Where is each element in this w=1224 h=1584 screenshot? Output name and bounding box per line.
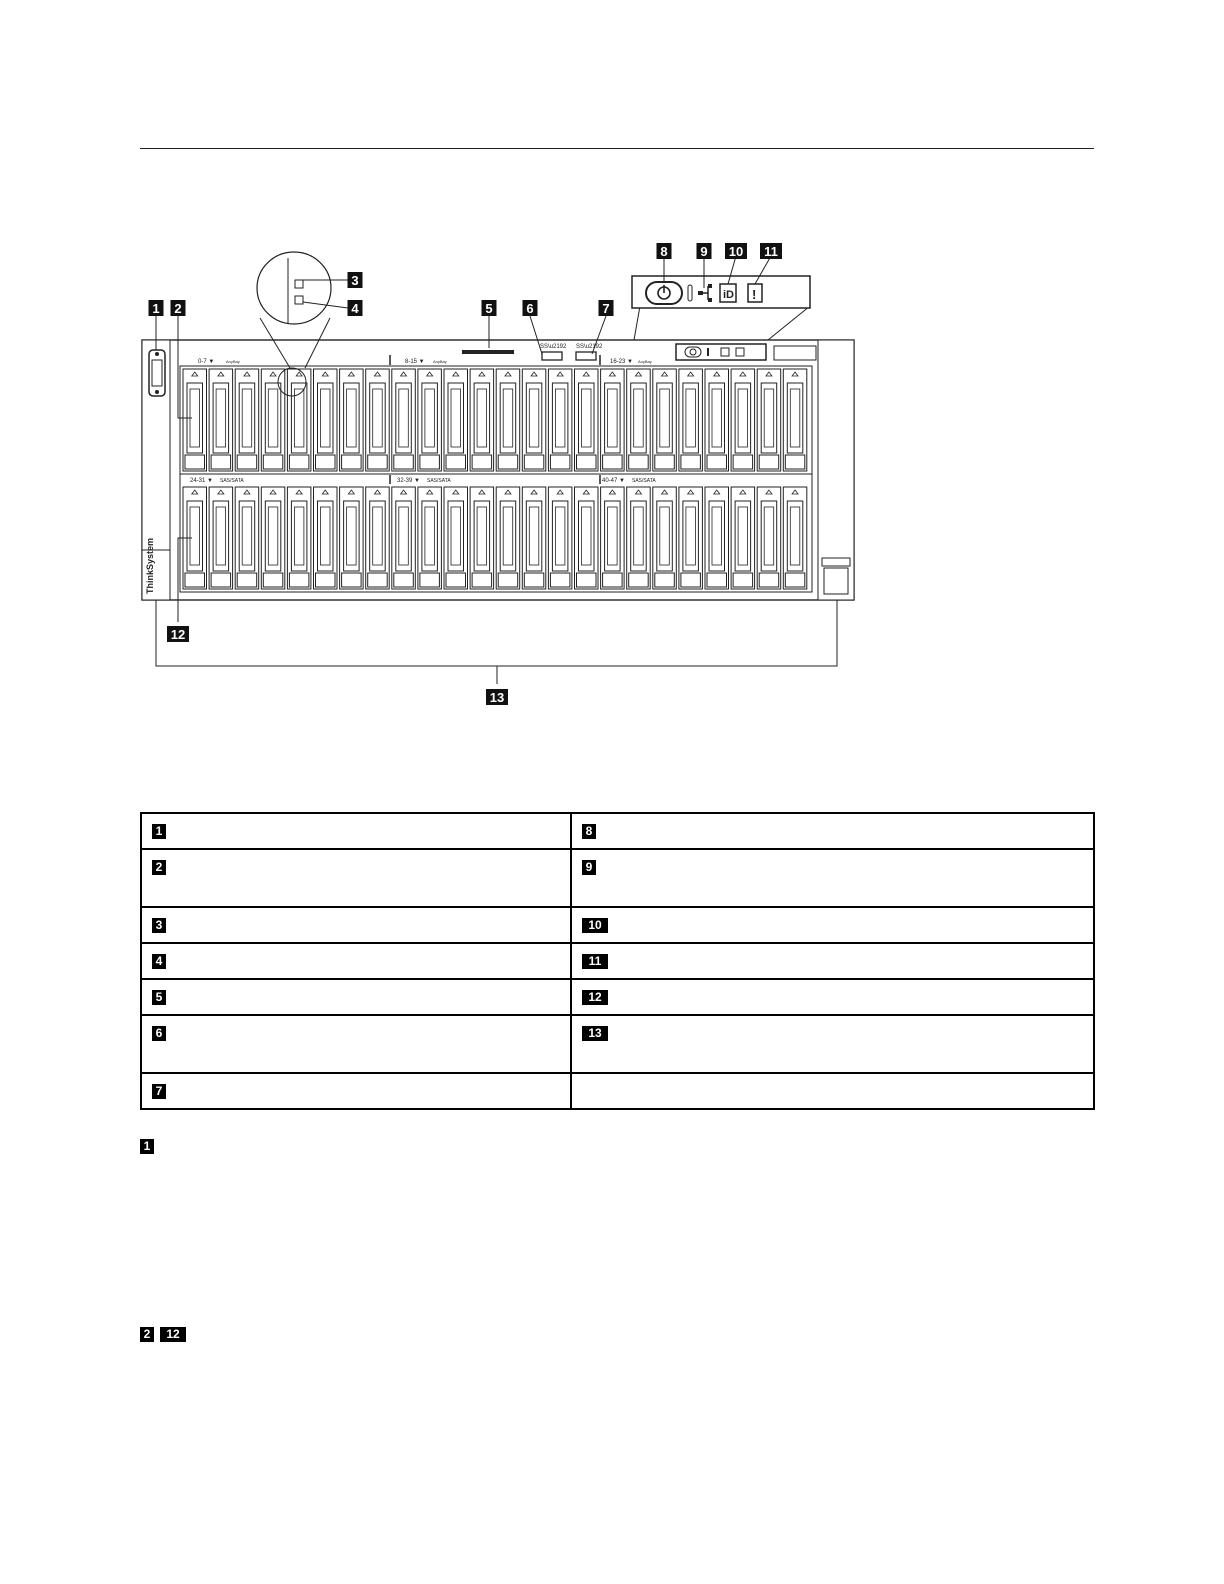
svg-text:13: 13	[489, 690, 505, 705]
callout-2	[171, 300, 186, 316]
table-cell-left	[141, 1015, 571, 1073]
table-cell-right	[571, 1015, 1094, 1073]
table-cell-right	[571, 813, 1094, 849]
bay-range-label: 16-23 ▼	[610, 359, 633, 365]
svg-text:8: 8	[660, 244, 668, 259]
callout-badge: 2	[152, 860, 166, 875]
table-cell-left	[141, 813, 571, 849]
callout-11	[760, 243, 782, 259]
drive-bay	[601, 487, 625, 589]
svg-text:SS\u2192: SS\u2192	[576, 344, 603, 350]
server-front-illustration	[140, 238, 860, 714]
svg-text:10: 10	[728, 244, 744, 259]
drive-bay	[653, 369, 677, 471]
callout-badge: 4	[152, 954, 166, 969]
bay-type-label: AnyBay	[638, 359, 652, 364]
callout-badge: 9	[582, 860, 596, 875]
callout-12	[167, 626, 189, 642]
callout-badge: 7	[152, 1084, 166, 1099]
drive-bay	[757, 369, 781, 471]
table-cell-right	[571, 907, 1094, 943]
callout-5	[482, 300, 497, 316]
drive-bay	[627, 369, 651, 471]
callout-badge: 11	[582, 954, 608, 969]
drive-bay	[548, 369, 572, 471]
table-cell-right	[571, 849, 1094, 907]
callout-7	[599, 300, 614, 316]
table-row	[141, 1073, 1094, 1109]
drive-bay	[705, 369, 729, 471]
drive-bay	[444, 369, 468, 471]
table-row	[141, 979, 1094, 1015]
table-row	[141, 1015, 1094, 1073]
drive-bay	[261, 487, 285, 589]
callout-badge: 5	[152, 990, 166, 1005]
led-zoom-circle	[257, 252, 331, 324]
callout-badge: 3	[152, 918, 166, 933]
svg-text:SS\u2192: SS\u2192	[540, 344, 567, 350]
drive-bay	[627, 487, 651, 589]
system-error-icon	[748, 284, 762, 302]
drive-bay	[392, 487, 416, 589]
header-rule	[140, 148, 1094, 149]
bay-range-label: 8-15 ▼	[405, 359, 425, 365]
callout-13	[486, 689, 508, 705]
bay-type-label: SAS/SATA	[427, 478, 451, 484]
server-front-view-figure	[140, 238, 860, 714]
drive-bay	[235, 487, 259, 589]
svg-text:!: !	[752, 287, 757, 302]
drive-bay	[418, 487, 442, 589]
bay-type-label: SAS/SATA	[632, 478, 656, 484]
callout-badge: 1	[152, 824, 166, 839]
drive-bay	[575, 487, 599, 589]
callout-6	[523, 300, 538, 316]
drive-bay	[522, 369, 546, 471]
drive-bay	[444, 487, 468, 589]
drive-bay	[314, 487, 338, 589]
callout-badge: 2	[140, 1327, 154, 1342]
operator-panel-small	[676, 344, 816, 360]
drive-bay	[340, 487, 364, 589]
drive-bay	[522, 487, 546, 589]
callout-badge: 13	[582, 1026, 608, 1041]
drive-bay	[314, 369, 338, 471]
bay-type-label: AnyBay	[433, 359, 447, 364]
table-row	[141, 849, 1094, 907]
drive-bay	[366, 369, 390, 471]
drive-bay	[366, 487, 390, 589]
callout-badge: 6	[152, 1026, 166, 1041]
power-button-icon	[646, 282, 682, 304]
table-cell-left	[141, 943, 571, 979]
drive-bay	[496, 369, 520, 471]
svg-text:iD: iD	[723, 289, 734, 301]
drive-bay	[418, 369, 442, 471]
table-cell-left	[141, 907, 571, 943]
drive-bay	[287, 487, 311, 589]
svg-text:12: 12	[170, 627, 186, 642]
pull-out-tab	[462, 350, 514, 354]
drive-bay	[235, 369, 259, 471]
drive-bay	[679, 487, 703, 589]
svg-text:6: 6	[526, 301, 534, 316]
drive-bay	[731, 487, 755, 589]
drive-bay	[575, 369, 599, 471]
callout-table	[140, 812, 1095, 1110]
svg-text:3: 3	[351, 273, 359, 288]
drive-bay	[470, 369, 494, 471]
svg-text:11: 11	[764, 244, 778, 259]
callout-9	[697, 243, 712, 259]
svg-text:4: 4	[351, 301, 359, 316]
section-heading-1	[140, 1137, 160, 1155]
drive-bay	[470, 487, 494, 589]
drive-bay	[548, 487, 572, 589]
bay-type-label: AnyBay	[226, 359, 240, 364]
table-cell-right	[571, 979, 1094, 1015]
drive-bay	[679, 369, 703, 471]
bay-range-label: 24-31 ▼	[190, 478, 213, 484]
svg-text:2: 2	[174, 301, 182, 316]
callout-badge: 12	[160, 1327, 186, 1342]
drive-bay	[261, 369, 285, 471]
table-row	[141, 907, 1094, 943]
callout-badge: 1	[140, 1139, 154, 1154]
callout-badge: 10	[582, 918, 608, 933]
callout-badge: 12	[582, 990, 608, 1005]
callout-3	[348, 272, 363, 288]
bay-range-label: 40-47 ▼	[602, 478, 625, 484]
drive-bay	[783, 369, 807, 471]
table-cell-right	[571, 1073, 1094, 1109]
drive-bay	[287, 369, 311, 471]
table-row	[141, 813, 1094, 849]
svg-text:5: 5	[485, 301, 493, 316]
drive-bay	[209, 369, 233, 471]
drive-bay	[757, 487, 781, 589]
drive-activity-led	[295, 280, 303, 288]
svg-text:1: 1	[152, 301, 160, 316]
drive-bay	[705, 487, 729, 589]
drive-bay	[783, 487, 807, 589]
drive-bay	[209, 487, 233, 589]
callout-1	[149, 300, 164, 316]
drive-status-led	[295, 296, 303, 304]
table-row	[141, 943, 1094, 979]
system-id-icon	[720, 284, 736, 302]
callout-badge: 8	[582, 824, 596, 839]
svg-text:9: 9	[700, 244, 708, 259]
section-heading-2	[140, 1325, 192, 1343]
drive-bay	[601, 369, 625, 471]
vga-connector-icon	[149, 350, 165, 396]
operator-panel-enlarged	[632, 276, 810, 340]
table-cell-left	[141, 1073, 571, 1109]
callout-10	[725, 243, 747, 259]
drive-bay	[496, 487, 520, 589]
brand-label: ThinkSystem	[145, 537, 155, 594]
drive-bay	[183, 369, 207, 471]
table-cell-left	[141, 849, 571, 907]
drive-bay	[392, 369, 416, 471]
bay-range-label: 0-7 ▼	[198, 359, 215, 365]
callout-4	[348, 300, 363, 316]
table-cell-right	[571, 943, 1094, 979]
drive-bay	[340, 369, 364, 471]
bay-type-label: SAS/SATA	[220, 478, 244, 484]
svg-text:7: 7	[602, 301, 610, 316]
drive-bay	[731, 369, 755, 471]
callout-8	[657, 243, 672, 259]
drive-bay	[653, 487, 677, 589]
table-cell-left	[141, 979, 571, 1015]
bay-range-label: 32-39 ▼	[397, 478, 420, 484]
